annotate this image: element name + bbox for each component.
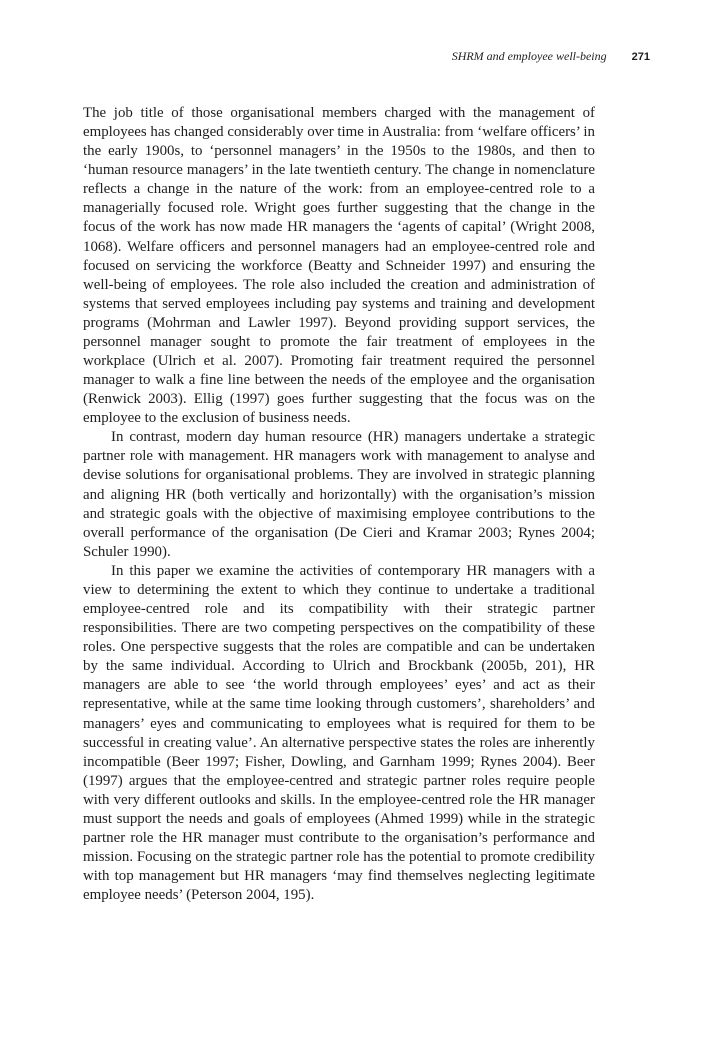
- paragraph-1: The job title of those organisational members charged with the management of employees has changed considerably over time in Australia: from ‘welfare officers’ in the early 1900s, to ‘personnel managers’ in the 1950s to the 1980s, and then to ‘human resource managers’ in the late twentieth century. The change in nomenclature reflects a change in the nature of the work: from an employee-centred role to a managerially focused role. Wright goes further suggesting that the change in the focus of the work has now made HR managers the ‘agents of capital’ (Wright 2008, 1068). Welfare officers and personnel managers had an employee-centred role and focused on servicing the workforce (Beatty and Schneider 1997) and ensuring the well-being of employees. The role also included the creation and administration of systems that served employees including pay systems and training and development programs (Mohrman and Lawler 1997). Beyond providing support services, the personnel manager sought to promote the fair treatment of employees in the workplace (Ulrich et al. 2007). Promoting fair treatment required the personnel manager to walk a fine line between the needs of the employee and the organisation (Renwick 2003). Ellig (1997) goes further suggesting that the focus was on the employee to the exclusion of business needs.: [83, 105, 595, 427]
- page-number: 271: [631, 51, 650, 63]
- body-text: [83, 104, 595, 905]
- running-head: [452, 48, 650, 65]
- running-title: SHRM and employee well-being: [451, 49, 607, 63]
- paragraph-2: In contrast, modern day human resource (HR) managers undertake a strategic partner role with management. HR managers work with management to analyse and devise solutions for organisational problems. They are involved in strategic planning and aligning HR (both vertically and horizontally) with the organisation’s mission and strategic goals with the objective of maximising employee contributions to the overall performance of the organisation (De Cieri and Kramar 2003; Rynes 2004; Schuler 1990).: [83, 429, 595, 560]
- paragraph-3: In this paper we examine the activities of contemporary HR managers with a view to determining the extent to which they continue to undertake a traditional employee-centred role and its compatibility with their strategic partner responsibilities. There are two competing perspectives on the compatibility of these roles. One perspective suggests that the roles are compatible and can be undertaken by the same individual. According to Ulrich and Brockbank (2005b, 201), HR managers are able to see ‘the world through employees’ eyes’ and act as their representative, while at the same time looking through customers’, shareholders’ and managers’ eyes and communicating to employees what is required for them to be successful in creating value’. An alternative perspective states the roles are inherently incompatible (Beer 1997; Fisher, Dowling, and Garnham 1999; Rynes 2004). Beer (1997) argues that the employee-centred and strategic partner roles require people with very different outlooks and skills. In the employee-centred role the HR manager must support the needs and goals of employees (Ahmed 1999) while in the strategic partner role the HR manager must contribute to the organisation’s performance and mission. Focusing on the strategic partner role has the potential to promote credibility with top management but HR managers ‘may find themselves neglecting legitimate employee needs’ (Peterson 2004, 195).: [83, 562, 595, 904]
